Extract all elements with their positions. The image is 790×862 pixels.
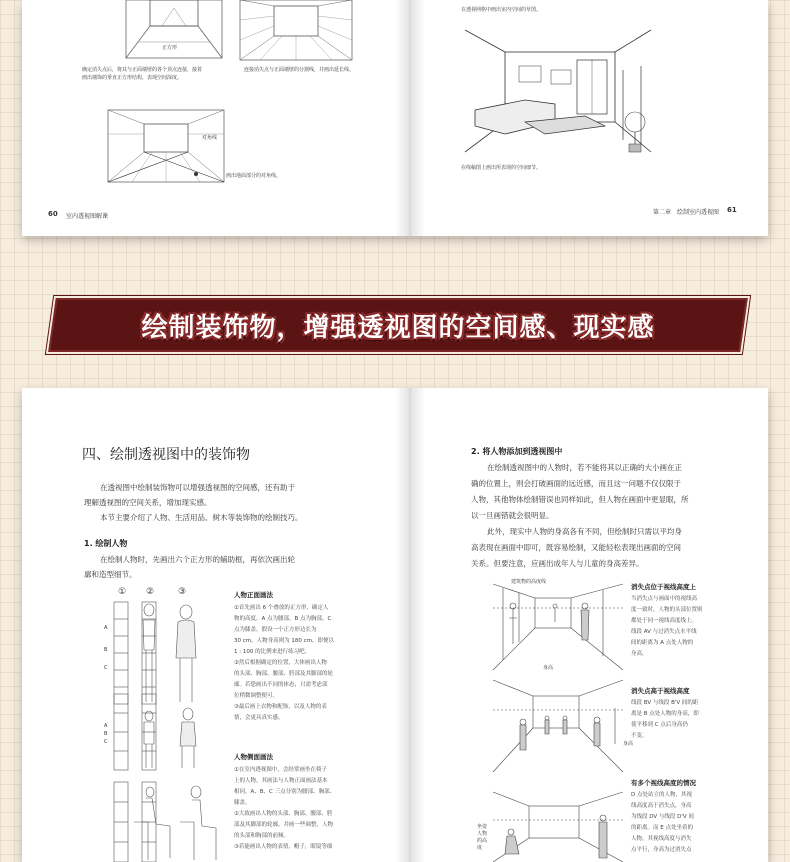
seated-height-label: 坐姿人物的高度 [477,824,488,851]
top-book-spread [22,0,768,236]
banner-title: 绘制装饰物，增强透视图的空间感、现实感 [141,312,655,343]
step-number-3: ③ [178,587,187,597]
note-3-line-2: 线高度高于消失点，身高 [631,803,692,809]
note-3-line-5: 人物，其视线高度与消失 [631,836,692,842]
front-line-4: 30 cm，人物身高则为 180 cm，即便以 [234,638,335,644]
section-2-line-5: 此外，现实中人物的身高各有不同，但绘制时只需以平均身 [487,527,682,536]
note-1-text [631,594,747,660]
room-sketch-figure [465,30,651,160]
note-1-line-6: 身高。 [631,651,648,657]
side-method-text [234,765,364,853]
height-label-2: 身高 [623,741,634,747]
note-1-line-3: 都处于同一视线高度线上。 [631,618,698,624]
above-eye-level-figure [493,680,623,772]
intro-line-3: 本节主要介绍了人物、生活用品、树木等装饰物的绘制技巧。 [100,513,303,522]
note-3-line-3: 为线段 DV 与线段 D'V 间 [631,814,694,820]
section-heading: 四、绘制透视图中的装饰物 [82,447,250,463]
front-method-title: 人物正面画法 [234,591,273,599]
bottom-right-page [395,388,768,862]
step-number-1: ① [118,587,127,597]
front-line-8: 廓。若您画出不同的体态，只需考虑部 [234,682,328,688]
section-2-line-6: 高表现在画面中即可，既容易绘制，又能轻松表现出画面的空间 [471,543,681,552]
top-right-page [395,0,768,236]
front-line-2: 物的高度。A 点为腰部，B 点为胸部，C [234,616,332,622]
note-1-line-4: 线段 AV 与过消失点水平线 [631,629,697,635]
right-page-number: 61 [727,206,737,214]
eye-level-figure [493,584,623,670]
building-height-label: 建筑物的高度线 [511,579,547,585]
ruler-label-b-seated: B [104,731,108,737]
side-line-4: 膝盖。 [234,800,251,806]
person-seated-figure [112,694,222,770]
ruler-label-a-front: A [104,625,108,631]
right-running-title: 第二章 绘制室内透视图 [653,209,720,216]
left-running-title: 室内透视图解课 [66,213,109,220]
figure-3-label: 对角线 [202,135,218,141]
section-1-line-2: 廓和造型细节。 [84,570,137,579]
top-left-page [22,0,395,236]
note-3-line-6: 点平行，身高为过消失点 [631,847,692,853]
side-line-3: 相同。A、B、C 三点分别为腰部、胸部、 [234,789,336,795]
side-method-title: 人物侧面画法 [234,753,273,761]
note-1-line-5: 间的距离为 A 点处人物的 [631,640,694,646]
person-side-view-figure [112,782,222,862]
intro-paragraph [84,480,354,525]
front-line-10: ③最后画上衣物和配饰，以及人物的表 [234,704,327,710]
note-2-text [631,698,747,742]
note-3-line-4: 的距离。而 E 点处坐着的 [631,825,693,831]
figure-1-label: 正方形 [162,45,178,51]
note-2-line-1: 线段 BV 与线段 B'V 间的距 [631,700,699,706]
perspective-grid-figure-2 [240,0,352,60]
note-2-title: 消失点高于视线高度 [631,687,690,695]
section-1-paragraph [84,552,354,582]
section-2-title: 2. 将人物添加到透视图中 [471,447,563,456]
book-spine-shadow [395,0,425,236]
book-spine-shadow-bottom [395,388,425,862]
intro-line-1: 在透视图中绘制装饰物可以增强透视图的空间感，还有助于 [100,483,295,492]
side-line-2: 上的人物。其画法与人物正面画法基本 [234,778,328,784]
note-3-title: 有多个视线高度的情况 [631,779,696,787]
ruler-label-c-seated: C [104,739,108,745]
front-method-text [234,603,364,724]
ruler-label-b-front: B [104,647,108,653]
right-top-caption: 在透视网格中画出室内空间的草图。 [461,7,542,13]
section-2-line-3: 人物，其他物体绘制错误也同样如此，但人物在画面中更显眼，所 [471,495,689,504]
section-1-title: 1. 绘制人物 [84,539,128,548]
ruler-label-c-front: C [104,665,108,671]
step-number-2: ② [146,587,155,597]
section-1-line-1: 在绘制人物时，先画出六个正方形的辅助框，再依次画出轮 [100,555,295,564]
bottom-left-page [22,388,395,862]
multiple-eye-level-figure [493,792,623,862]
front-line-9: 位稍微调整便可。 [234,693,279,699]
note-2-line-4: 不变。 [631,733,648,739]
person-front-view-figure [112,602,222,704]
ruler-label-a-seated: A [104,723,108,729]
figure-1-caption: 确定消失点后，将其与正面墙壁的各个顶点连接，接着画出墙饰的垂直正方形结构，表现空间深度。 [82,67,203,81]
section-2-line-2: 确的位置上，则会打破画面的远近感，而且这一问题不仅仅限于 [471,479,681,488]
side-line-1: ①在室内透视图中，会经常画坐在椅子 [234,767,327,773]
perspective-grid-figure-3 [108,110,224,182]
section-2-line-4: 以一旦画错就会很明显。 [471,511,554,520]
side-line-7: 的头部和胸部的前倾。 [234,833,290,839]
side-line-8: ③若能画出人物的表情，帽子，眼镜等细 [234,844,333,850]
note-3-text [631,790,747,856]
side-line-6: 部及其脚部的轮廓，并画一些调整，人物 [234,822,334,828]
bottom-book-spread [22,388,768,862]
front-line-7: 的头部、胸部、腰部、胯部及其脚部的轮 [234,671,334,677]
figure-3-caption: 画出地面部分的对角线。 [226,173,282,179]
left-page-number: 60 [48,210,58,218]
front-line-3: 点为膝盖。假设一个正方形边长为 [234,627,317,633]
note-1-title: 消失点位于视线高度上 [631,583,696,591]
right-bottom-caption: 在线稿图上画出所表现的空间细节。 [461,165,542,171]
note-1-line-2: 度一致时，人物的头部位置则 [631,607,703,613]
section-2-paragraph [471,460,739,572]
side-line-5: ②大致画出人物的头部、胸部、腰部、胯 [234,811,333,817]
section-2-line-7: 关系。但要注意，应画出成年人与儿童的身高差异。 [471,559,644,568]
note-2-line-2: 离是 B 点处人物的身高，即 [631,711,699,717]
height-label-1: 身高 [543,665,554,671]
intro-line-2: 理解透视图的空间关系，增加现实感。 [84,498,212,507]
figure-2-caption: 连接消失点与正面墙壁的分割线，并画出延长线。 [244,67,355,73]
note-3-line-1: D 点处站立的人物，其视 [631,792,692,798]
note-2-line-3: 使平移到 C 点后身高仍 [631,722,688,728]
front-line-1: ①首先画出 6 个叠放的正方形，确定人 [234,605,329,611]
front-line-6: ②然后根据确定的位置，大体画出人物 [234,660,327,666]
front-line-5: 1 : 100 的比例来进行练习吧。 [234,649,311,655]
note-1-line-1: 当消失点与画面中的视线高 [631,596,698,602]
section-2-line-1: 在绘制透视图中的人物时，若不能将其以正确的大小画在正 [487,463,682,472]
front-line-11: 情，会更具真实感。 [234,715,284,721]
